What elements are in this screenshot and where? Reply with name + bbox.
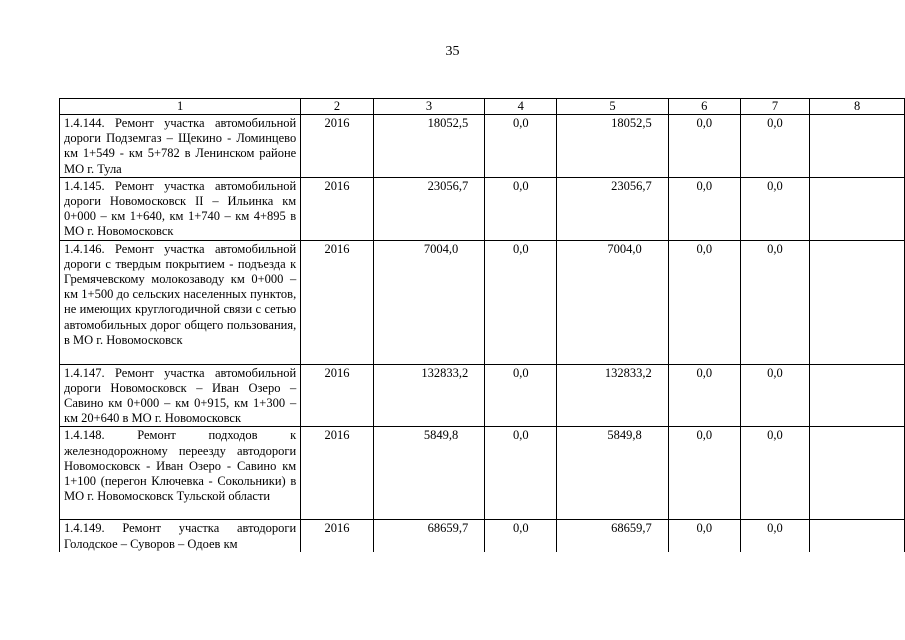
row-value-6: 0,0 xyxy=(668,427,740,520)
row-value-4: 0,0 xyxy=(485,364,557,427)
row-value-6: 0,0 xyxy=(668,364,740,427)
row-value-4: 0,0 xyxy=(485,427,557,520)
page-number: 35 xyxy=(445,44,460,59)
row-total: 132833,2 xyxy=(373,364,484,427)
row-value-5: 23056,7 xyxy=(557,177,668,240)
row-name: 1.4.149. Ремонт участка автодороги Голодское – Суворов – Одоев км xyxy=(60,520,301,552)
row-value-8 xyxy=(810,240,905,364)
column-header: 2 xyxy=(301,99,374,115)
row-value-8 xyxy=(810,520,905,552)
row-total: 7004,0 xyxy=(373,240,484,364)
column-header: 6 xyxy=(668,99,740,115)
row-value-4: 0,0 xyxy=(485,177,557,240)
table-row xyxy=(60,427,905,520)
row-value-6: 0,0 xyxy=(668,177,740,240)
row-value-5: 18052,5 xyxy=(557,115,668,178)
row-value-5: 5849,8 xyxy=(557,427,668,520)
column-header: 4 xyxy=(485,99,557,115)
row-value-8 xyxy=(810,115,905,178)
row-value-5: 68659,7 xyxy=(557,520,668,552)
row-value-4: 0,0 xyxy=(485,520,557,552)
row-value-7: 0,0 xyxy=(740,364,809,427)
row-value-7: 0,0 xyxy=(740,520,809,552)
row-year: 2016 xyxy=(301,177,374,240)
row-value-7: 0,0 xyxy=(740,177,809,240)
row-value-7: 0,0 xyxy=(740,427,809,520)
row-year: 2016 xyxy=(301,115,374,178)
column-header: 8 xyxy=(810,99,905,115)
row-name: 1.4.148. Ремонт подходов к железнодорожному переезду автодороги Новомосковск - Иван Озеро - Савино км 1+100 (перегон Ключевка - Сокольники) в МО г. Новомосковск Тульской области xyxy=(60,427,301,520)
row-value-6: 0,0 xyxy=(668,115,740,178)
row-name: 1.4.146. Ремонт участка автомобильной дороги с твердым покрытием - подъезда к Гремячевскому молокозаводу км 0+000 – км 1+500 до сельских населенных пунктов, не имеющих круглогодичной связи с сетью автомобильных дорог общего пользования, в МО г. Новомосковск xyxy=(60,240,301,364)
column-header: 7 xyxy=(740,99,809,115)
row-total: 5849,8 xyxy=(373,427,484,520)
column-header: 5 xyxy=(557,99,668,115)
row-value-7: 0,0 xyxy=(740,115,809,178)
row-name: 1.4.144. Ремонт участка автомобильной дороги Подземгаз – Щекино - Ломинцево км 1+549 - км 5+782 в Ленинском районе МО г. Тула xyxy=(60,115,301,178)
table-row xyxy=(60,520,905,552)
row-name: 1.4.147. Ремонт участка автомобильной дороги Новомосковск – Иван Озеро – Савино км 0+000 – км 0+915, км 1+300 – км 20+640 в МО г. Новомосковск xyxy=(60,364,301,427)
header-row xyxy=(60,99,905,115)
row-total: 23056,7 xyxy=(373,177,484,240)
column-header: 1 xyxy=(60,99,301,115)
table-row xyxy=(60,177,905,240)
row-total: 18052,5 xyxy=(373,115,484,178)
row-value-5: 7004,0 xyxy=(557,240,668,364)
budget-table xyxy=(59,98,905,552)
row-year: 2016 xyxy=(301,520,374,552)
row-year: 2016 xyxy=(301,427,374,520)
row-value-4: 0,0 xyxy=(485,240,557,364)
row-value-7: 0,0 xyxy=(740,240,809,364)
row-value-6: 0,0 xyxy=(668,520,740,552)
table-row xyxy=(60,115,905,178)
row-year: 2016 xyxy=(301,240,374,364)
row-value-8 xyxy=(810,177,905,240)
table-row xyxy=(60,364,905,427)
row-name: 1.4.145. Ремонт участка автомобильной дороги Новомосковск II – Ильинка км 0+000 – км 1+640, км 1+740 – км 4+895 в МО г. Новомосковск xyxy=(60,177,301,240)
row-total: 68659,7 xyxy=(373,520,484,552)
row-year: 2016 xyxy=(301,364,374,427)
row-value-6: 0,0 xyxy=(668,240,740,364)
row-value-4: 0,0 xyxy=(485,115,557,178)
table-row xyxy=(60,240,905,364)
row-value-8 xyxy=(810,427,905,520)
row-value-8 xyxy=(810,364,905,427)
row-value-5: 132833,2 xyxy=(557,364,668,427)
column-header: 3 xyxy=(373,99,484,115)
